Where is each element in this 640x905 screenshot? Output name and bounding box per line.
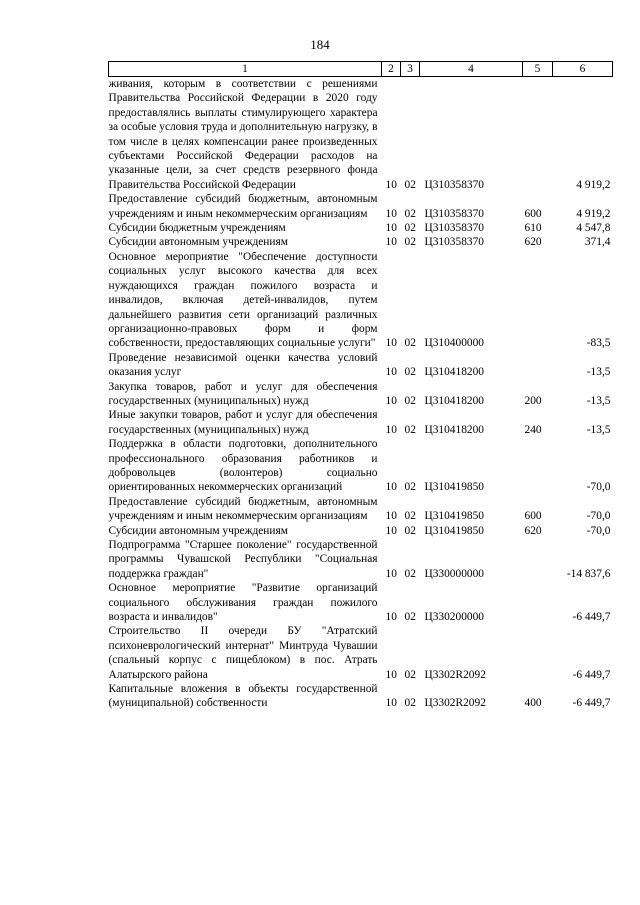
cell-csr: Ц310419850 [424, 510, 484, 523]
cell-vr [523, 538, 553, 581]
cell-vr: 620 [524, 524, 542, 537]
cell-rz: 10 [385, 567, 397, 580]
table-row [109, 380, 613, 409]
cell-vr [523, 77, 553, 193]
page-number: 184 [310, 37, 330, 52]
cell-sum: -70,0 [586, 510, 611, 523]
cell-sum: 4 919,2 [576, 207, 611, 220]
cell-rz: 10 [385, 481, 397, 494]
cell-rz: 10 [385, 366, 397, 379]
cell-rz: 10 [385, 394, 397, 407]
cell-pr: 02 [404, 567, 416, 580]
table-row [109, 235, 613, 249]
table-row [109, 192, 613, 221]
cell-csr: Ц310419850 [424, 524, 484, 537]
cell-name: Закупка товаров, работ и услуг для обеспечения государственных (муниципальных) нужд [108, 380, 378, 407]
cell-name: Основное мероприятие "Развитие организаций социального обслуживания граждан пожилого возраста и инвалидов" [108, 582, 378, 624]
cell-rz: 10 [385, 510, 397, 523]
cell-csr: Ц310358370 [424, 178, 484, 191]
cell-csr: Ц310400000 [424, 337, 484, 350]
cell-rz: 10 [385, 668, 397, 681]
cell-name: Основное мероприятие "Обеспечение доступности социальных услуг высокого качества для всех нуждающихся граждан пожилого возраста и инвалидов, включая детей-инвалидов, путем дальнейшего развития сети организаций различных организационно-правовых форм и форм собственности, предоставляющих социальные услуги" [108, 250, 378, 350]
cell-sum: -6 449,7 [572, 611, 611, 624]
cell-sum: 4 547,8 [576, 222, 611, 235]
cell-pr: 02 [404, 668, 416, 681]
cell-name: живания, которым в соответствии с решениями Правительства Российской Федерации в 2020 году предоставлялись выплаты стимулирующего характера за особые условия труда и дополнительную нагрузку, в том числе в целях компенсации ранее произведенных субъектами Российской Федерации расходов на указанные цели, за счет средств резервного фонда Правительства Российской Федерации [108, 78, 378, 191]
cell-pr: 02 [404, 207, 416, 220]
cell-sum: 371,4 [584, 236, 611, 249]
cell-name: Предоставление субсидий бюджетным, автономным учреждениям и иным некоммерческим организациям [108, 495, 378, 523]
cell-pr: 02 [404, 337, 416, 350]
header-col-6: 6 [553, 62, 613, 77]
cell-sum: -6 449,7 [572, 697, 611, 710]
table-body [109, 77, 613, 711]
cell-name: Поддержка в области подготовки, дополнительного профессионального образования работников и добровольцев (волонтеров) социально ориентированных некоммерческих организаций [108, 438, 378, 494]
header-col-4: 4 [420, 62, 523, 77]
table-row [109, 221, 613, 235]
cell-sum: 4 919,2 [576, 178, 611, 191]
table-row [109, 250, 613, 351]
cell-vr: 400 [524, 697, 542, 710]
table-row [109, 437, 613, 495]
cell-name: Иные закупки товаров, работ и услуг для обеспечения государственных (муниципальных) нужд [108, 409, 378, 436]
cell-csr: Ц330000000 [424, 567, 484, 580]
table-row [109, 495, 613, 524]
cell-vr: 240 [524, 423, 542, 436]
cell-rz: 10 [385, 207, 397, 220]
table-row [109, 581, 613, 624]
cell-rz: 10 [385, 337, 397, 350]
cell-vr: 200 [524, 394, 542, 407]
cell-pr: 02 [404, 697, 416, 710]
cell-csr: Ц330200000 [424, 611, 484, 624]
cell-rz: 10 [385, 222, 397, 235]
cell-name: Строительство II очереди БУ "Атратский психоневрологический интернат" Минтруда Чувашии (спальный корпус с пищеблоком) в пос. Атрать Алатырского района [108, 625, 378, 681]
cell-csr: Ц310419850 [424, 481, 484, 494]
cell-pr: 02 [404, 524, 416, 537]
cell-rz: 10 [385, 697, 397, 710]
cell-name: Подпрограмма "Старшее поколение" государственной программы Чувашской Республики "Социальная поддержка граждан" [108, 539, 378, 580]
cell-pr: 02 [404, 611, 416, 624]
cell-pr: 02 [404, 510, 416, 523]
cell-sum: -13,5 [586, 366, 611, 379]
cell-csr: Ц310418200 [424, 394, 484, 407]
cell-name: Субсидии автономным учреждениям [108, 236, 288, 249]
header-col-1: 1 [109, 62, 382, 77]
cell-vr: 610 [524, 222, 542, 235]
cell-vr [523, 581, 553, 624]
cell-name: Субсидии бюджетным учреждениям [108, 222, 286, 235]
table-header [109, 62, 613, 77]
cell-name: Субсидии автономным учреждениям [108, 524, 288, 537]
cell-name: Капитальные вложения в объекты государственной (муниципальной) собственности [108, 683, 378, 710]
cell-sum: -13,5 [586, 394, 611, 407]
cell-rz: 10 [385, 236, 397, 249]
cell-vr [523, 351, 553, 380]
cell-name: Предоставление субсидий бюджетным, автономным учреждениям и иным некоммерческим организациям [108, 193, 378, 220]
cell-pr: 02 [404, 222, 416, 235]
table-row [109, 524, 613, 538]
cell-rz: 10 [385, 178, 397, 191]
table-row [109, 351, 613, 380]
cell-pr: 02 [404, 394, 416, 407]
cell-vr [523, 250, 553, 351]
cell-pr: 02 [404, 178, 416, 191]
cell-vr: 600 [524, 510, 542, 523]
cell-sum: -6 449,7 [572, 668, 611, 681]
cell-csr: Ц310358370 [424, 207, 484, 220]
cell-pr: 02 [404, 481, 416, 494]
cell-pr: 02 [404, 366, 416, 379]
cell-sum: -83,5 [586, 337, 611, 350]
cell-pr: 02 [404, 423, 416, 436]
table-row [109, 624, 613, 682]
table-row [109, 408, 613, 437]
cell-csr: Ц3302R2092 [424, 668, 486, 681]
cell-pr: 02 [404, 236, 416, 249]
cell-rz: 10 [385, 423, 397, 436]
cell-vr: 620 [524, 236, 542, 249]
cell-sum: -14 837,6 [566, 567, 611, 580]
cell-rz: 10 [385, 524, 397, 537]
table-row [109, 77, 613, 193]
cell-name: Проведение независимой оценки качества условий оказания услуг [108, 351, 378, 379]
cell-vr [523, 624, 553, 682]
cell-sum: -70,0 [586, 524, 611, 537]
cell-csr: Ц310418200 [424, 366, 484, 379]
cell-vr [523, 437, 553, 495]
header-col-2: 2 [382, 62, 401, 77]
budget-table [108, 61, 613, 711]
cell-vr: 600 [524, 207, 542, 220]
cell-csr: Ц310418200 [424, 423, 484, 436]
header-col-3: 3 [401, 62, 420, 77]
cell-sum: -70,0 [586, 481, 611, 494]
cell-sum: -13,5 [586, 423, 611, 436]
cell-csr: Ц3302R2092 [424, 697, 486, 710]
table-row [109, 538, 613, 581]
header-col-5: 5 [523, 62, 553, 77]
cell-rz: 10 [385, 611, 397, 624]
table-row [109, 682, 613, 711]
cell-csr: Ц310358370 [424, 222, 484, 235]
cell-csr: Ц310358370 [424, 236, 484, 249]
